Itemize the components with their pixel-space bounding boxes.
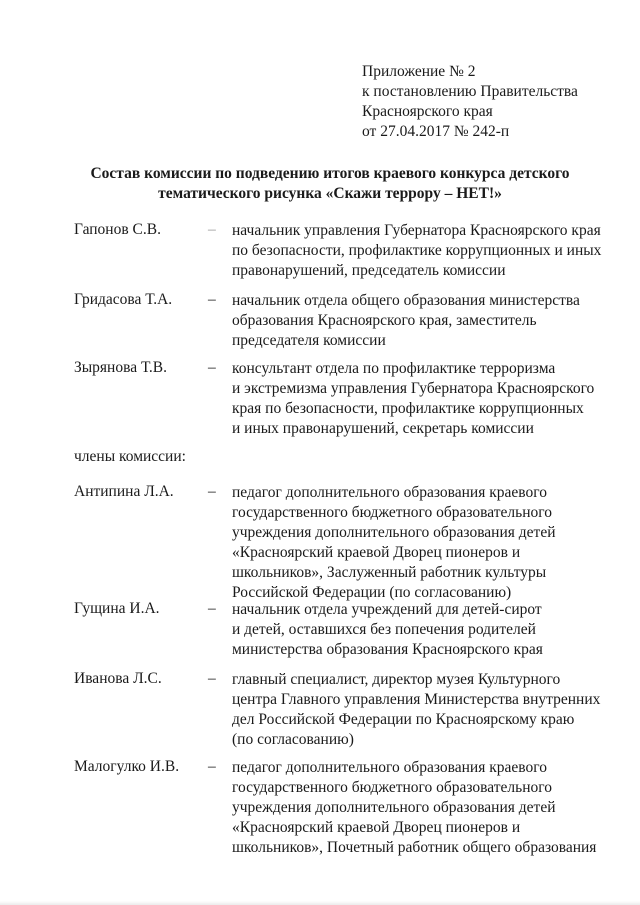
dash-separator: – — [208, 483, 216, 500]
role-line: председателя комиссии — [232, 332, 386, 349]
role-line: и детей, оставшихся без попечения родителей — [232, 621, 536, 638]
role-line: края по безопасности, профилактике коррупционных — [232, 400, 584, 417]
member-name: Иванова Л.С. — [74, 670, 162, 687]
role-line: центра Главного управления Министерства внутренних — [232, 691, 601, 708]
title-line-2: тематического рисунка «Скажи террору – НЕТ!» — [158, 185, 502, 202]
annex-header — [362, 62, 578, 142]
members-section-label: члены комиссии: — [74, 448, 186, 465]
member-role — [232, 359, 612, 439]
member-role — [232, 670, 612, 750]
member-name: Гридасова Т.А. — [74, 291, 173, 308]
annex-number: Приложение № 2 — [362, 63, 476, 80]
dash-separator: – — [208, 359, 216, 376]
role-line: начальник отдела общего образования министерства — [232, 292, 580, 309]
dash-separator: – — [208, 600, 216, 617]
role-line: школьников», Почетный работник общего образования — [232, 839, 597, 856]
title-line-1: Состав комиссии по подведению итогов краевого конкурса детского — [90, 165, 570, 182]
role-line: министерства образования Красноярского края — [232, 641, 543, 658]
role-line: (по согласованию) — [232, 731, 354, 748]
scan-edge-shadow — [0, 901, 640, 905]
role-line: Российской Федерации (по согласованию) — [232, 584, 512, 601]
member-name: Гущина И.А. — [74, 600, 160, 617]
member-name: Антипина Л.А. — [74, 483, 174, 500]
role-line: правонарушений, председатель комиссии — [232, 262, 506, 279]
dash-separator: – — [208, 758, 216, 775]
role-line: учреждения дополнительного образования детей — [232, 799, 556, 816]
annex-reference: к постановлению Правительства — [362, 83, 578, 100]
annex-region: Красноярского края — [362, 103, 493, 120]
member-role — [232, 221, 612, 281]
role-line: консультант отдела по профилактике терроризма — [232, 360, 556, 377]
member-role — [232, 291, 612, 351]
dash-separator: – — [208, 291, 216, 308]
role-line: дел Российской Федерации по Красноярскому краю — [232, 711, 575, 728]
dash-separator: – — [208, 221, 216, 238]
member-name: Малогулко И.В. — [74, 758, 180, 775]
role-line: и иных правонарушений, секретарь комиссии — [232, 420, 534, 437]
dash-separator: – — [208, 670, 216, 687]
role-line: педагог дополнительного образования краевого — [232, 484, 547, 501]
role-line: «Красноярский краевой Дворец пионеров и — [232, 819, 521, 836]
role-line: учреждения дополнительного образования детей — [232, 524, 556, 541]
role-line: образования Красноярского края, заместитель — [232, 312, 537, 329]
role-line: «Красноярский краевой Дворец пионеров и — [232, 544, 521, 561]
member-role — [232, 483, 612, 603]
role-line: педагог дополнительного образования краевого — [232, 759, 547, 776]
member-role — [232, 600, 612, 660]
role-line: школьников», Заслуженный работник культуры — [232, 564, 547, 581]
role-line: главный специалист, директор музея Культурного — [232, 671, 561, 688]
role-line: начальник отдела учреждений для детей-сирот — [232, 601, 542, 618]
member-name: Гапонов С.В. — [74, 221, 161, 238]
document-title — [60, 164, 600, 204]
member-role — [232, 758, 612, 858]
member-name: Зырянова Т.В. — [74, 359, 167, 376]
role-line: и экстремизма управления Губернатора Красноярского — [232, 380, 595, 397]
annex-date: от 27.04.2017 № 242-п — [362, 123, 510, 140]
role-line: государственного бюджетного образовательного — [232, 504, 552, 521]
role-line: начальник управления Губернатора Красноярского края — [232, 222, 601, 239]
role-line: по безопасности, профилактике коррупционных и иных — [232, 242, 602, 259]
role-line: государственного бюджетного образовательного — [232, 779, 552, 796]
